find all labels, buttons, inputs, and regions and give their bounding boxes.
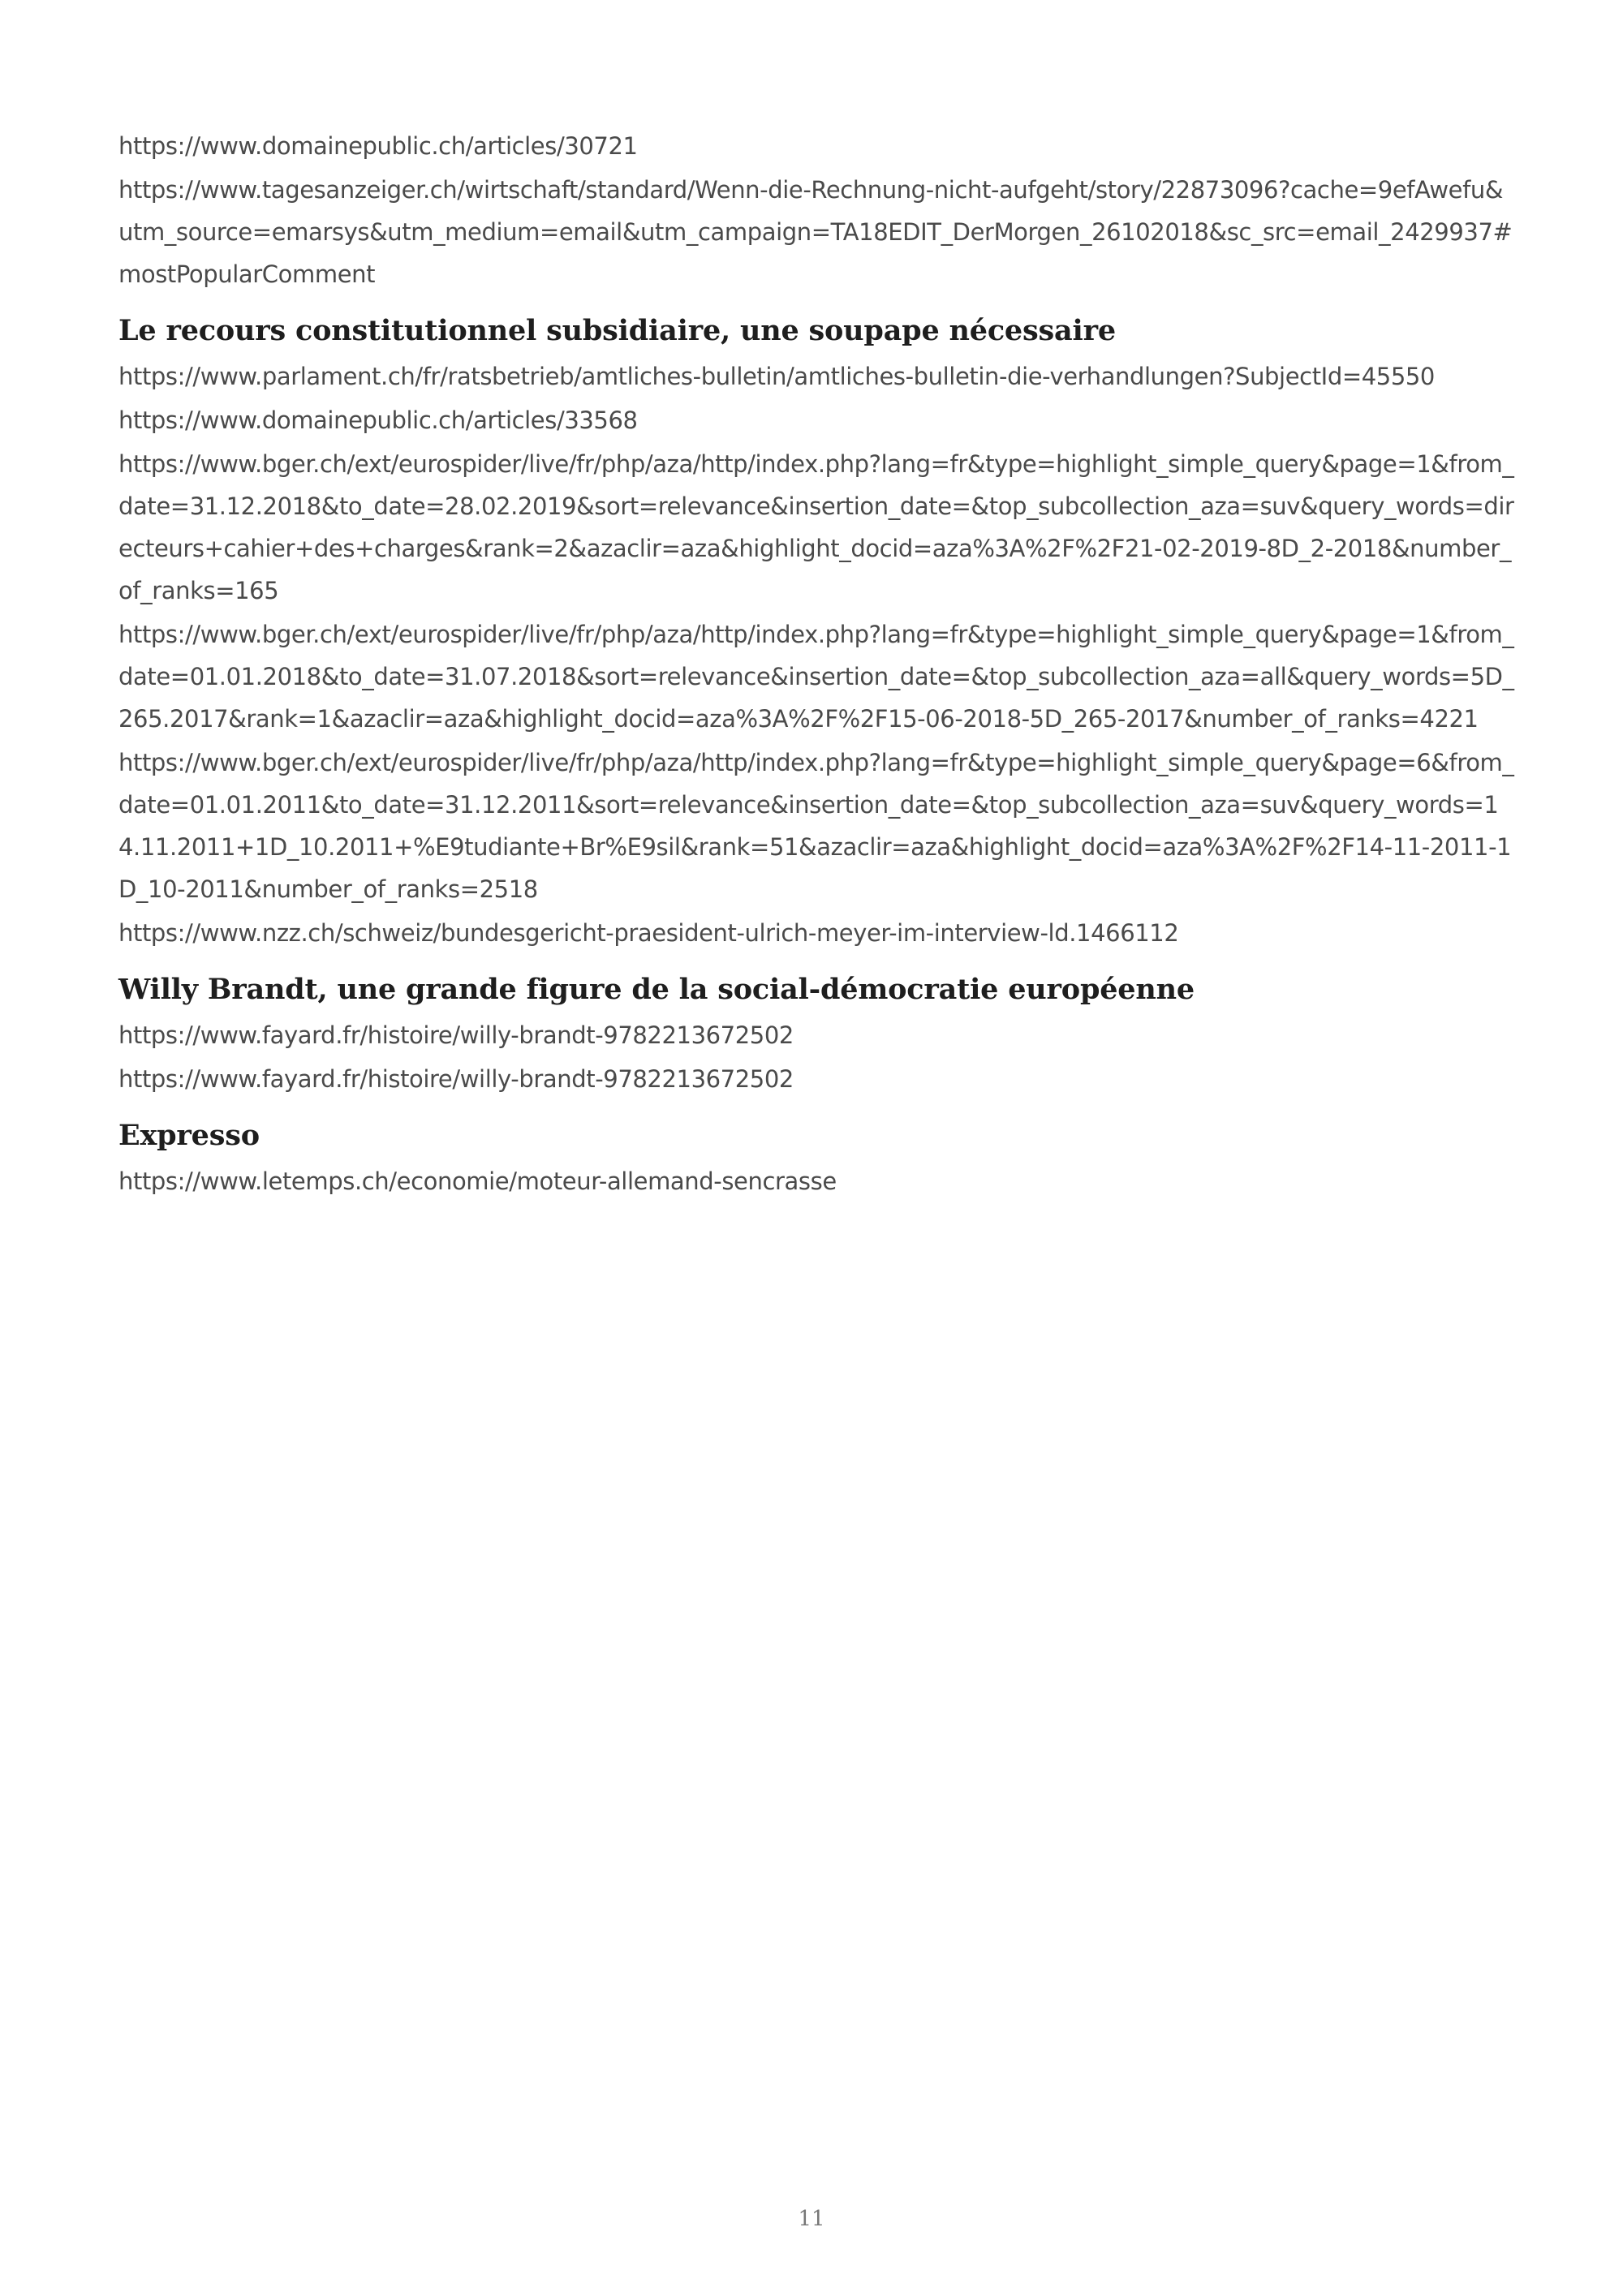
intro-links [118,125,1514,295]
section-expresso [118,1116,1514,1202]
section-heading: Le recours constitutionnel subsidiaire, une soupape nécessaire [118,314,1116,347]
reference-link[interactable]: https://www.domainepublic.ch/articles/33568 [118,406,638,434]
reference-link[interactable]: https://www.tagesanzeiger.ch/wirtschaft/standard/Wenn-die-Rechnung-nicht-aufgeht/story/22873096?cache=9efAwefu&utm_source=emarsys&utm_medium=email&utm_campaign=TA18EDIT_DerMorgen_26102018&sc_src=email_2429937#mostPopularComment [118,176,1513,288]
reference-link[interactable]: https://www.nzz.ch/schweiz/bundesgericht-praesident-ulrich-meyer-im-interview-ld.1466112 [118,919,1179,947]
reference-link[interactable]: https://www.domainepublic.ch/articles/30721 [118,132,638,160]
reference-link[interactable]: https://www.bger.ch/ext/eurospider/live/fr/php/aza/http/index.php?lang=fr&type=highlight_simple_query&page=1&from_date=01.01.2018&to_date=31.07.2018&sort=relevance&insertion_date=&top_subcollection_aza=all&query_words=5D_265.2017&rank=1&azaclir=aza&highlight_docid=aza%3A%2F%2F15-06-2018-5D_265-2017&number_of_ranks=4221 [118,621,1514,733]
section-recours-constitutionnel [118,312,1514,954]
reference-link[interactable]: https://www.bger.ch/ext/eurospider/live/fr/php/aza/http/index.php?lang=fr&type=highlight_simple_query&page=6&from_date=01.01.2011&to_date=31.12.2011&sort=relevance&insertion_date=&top_subcollection_aza=suv&query_words=14.11.2011+1D_10.2011+%E9tudiante+Br%E9sil&rank=51&azaclir=aza&highlight_docid=aza%3A%2F%2F14-11-2011-1D_10-2011&number_of_ranks=2518 [118,749,1514,903]
section-heading: Willy Brandt, une grande figure de la social-démocratie européenne [118,973,1195,1006]
reference-link[interactable]: https://www.parlament.ch/fr/ratsbetrieb/amtliches-bulletin/amtliches-bulletin-die-verhandlungen?SubjectId=45550 [118,363,1435,390]
reference-link[interactable]: https://www.bger.ch/ext/eurospider/live/fr/php/aza/http/index.php?lang=fr&type=highlight_simple_query&page=1&from_date=31.12.2018&to_date=28.02.2019&sort=relevance&insertion_date=&top_subcollection_aza=suv&query_words=directeurs+cahier+des+charges&rank=2&azaclir=aza&highlight_docid=aza%3A%2F%2F21-02-2019-8D_2-2018&number_of_ranks=165 [118,450,1514,604]
page-content [118,125,1514,1204]
section-heading: Expresso [118,1119,260,1152]
page-number: 11 [798,2207,825,2231]
reference-link[interactable]: https://www.fayard.fr/histoire/willy-brandt-9782213672502 [118,1021,794,1049]
reference-link[interactable]: https://www.letemps.ch/economie/moteur-allemand-sencrasse [118,1167,837,1195]
reference-link[interactable]: https://www.fayard.fr/histoire/willy-brandt-9782213672502 [118,1065,794,1093]
section-willy-brandt [118,970,1514,1100]
